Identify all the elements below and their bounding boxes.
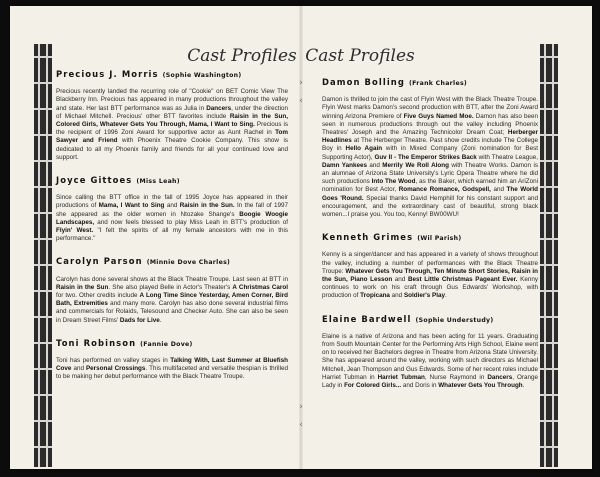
bio-text-run: and: [366, 161, 383, 169]
bio-text-run: Damon has also been seen in numerous productions through out the valley including Phoenix Theatres' Joseph and the Amazing Technicolor Dream Coat;: [322, 112, 539, 137]
cast-profile: [56, 257, 288, 324]
cast-name: Kenneth Grimes: [322, 232, 414, 243]
bio-text-run: .: [522, 382, 525, 390]
bio-title-run: Dads for Live: [119, 316, 160, 324]
cast-role: (Wil Parish): [417, 235, 462, 243]
cast-name-heading: [322, 315, 538, 325]
cast-profile: [322, 233, 538, 300]
cast-role: (Miss Leah): [136, 178, 180, 186]
cast-name: Joyce Gittoes: [56, 175, 133, 186]
bio-text-run: Precious recently landed the recurring role of "Cookie" on BET Comic View The Blackberry Inn. Precious has appeared in many productions throughout the valley and state. Her last BTT performance was as Julia in: [56, 88, 288, 112]
left-page-column: [56, 70, 288, 396]
cast-role: (Sophie Understudy): [415, 316, 494, 324]
bio-text-run: Carolyn has done several shows at the Black Theatre Troupe. Last seen at BTT in: [56, 275, 288, 283]
bio-title-run: Flyin' West.: [56, 227, 94, 235]
bio-title-run: For Colored Girls...: [344, 382, 402, 390]
cast-bio: [56, 88, 288, 162]
cast-bio: [322, 96, 538, 219]
bio-text-run: . This multifaceted and versatile thespian is thrilled to be making her debut performance with the Black Theatre Troupe.: [56, 365, 288, 381]
cast-profile: [322, 315, 538, 391]
bio-text-run: .: [444, 292, 447, 300]
bio-title-run: Into The Wood: [371, 178, 416, 186]
bio-title-run: Raisin in the Sun: [56, 283, 109, 291]
cast-name: Toni Robinson: [56, 337, 137, 348]
bio-title-run: Dancers: [206, 104, 232, 112]
bio-title-run: Merrily We Roll Along: [382, 161, 449, 169]
cast-role: (Fannie Dove): [140, 340, 193, 348]
cast-role: (Minnie Dove Charles): [146, 259, 231, 267]
cast-name-heading: [56, 70, 288, 80]
bio-text-run: and: [490, 186, 507, 194]
cast-name: Carolyn Parson: [56, 256, 143, 267]
bio-text-run: and: [71, 365, 86, 373]
bio-title-run: Talking With, Last Summer at Bluefish Cove: [56, 357, 288, 373]
cast-profile: [56, 176, 288, 243]
bio-title-run: Whatever Gets You Through: [438, 382, 523, 390]
bio-text-run: with Phoenix Theatre Cookie Company. This show is dedicated to all my Phoenix family and friends for all your continued love and support.: [56, 137, 288, 161]
cast-name-heading: [56, 257, 288, 267]
bio-text-run: Kenny is a singer/dancer and has appeared in a variety of shows throughout the valley, including a number of performances with the Black Theatre Troupe:: [322, 251, 538, 275]
bio-title-run: Tom Sawyer and Friend: [56, 129, 288, 145]
cast-bio: [322, 251, 538, 300]
bio-title-run: Mama, I Want to Sing: [98, 202, 165, 210]
staple-top-2: ‹: [299, 96, 303, 106]
cast-name: Elaine Bardwell: [322, 313, 412, 324]
cast-role: (Frank Charles): [409, 80, 468, 87]
left-page-title: Cast Profiles: [187, 46, 297, 66]
program-spread: [10, 6, 592, 469]
bio-text-run: In the fall of 1997 she appeared as the older women in Ntozake Shange's: [56, 202, 288, 218]
right-decorative-border: [540, 44, 558, 467]
staple-bottom: ›: [299, 402, 303, 412]
bio-title-run: Raisin in the Sun.: [179, 202, 235, 210]
cast-profile: [56, 70, 288, 162]
cast-name-heading: [56, 176, 288, 186]
bio-text-run: Since calling the BTT office in the fall of 1995 Joyce has appeared in their productions of: [56, 194, 288, 210]
bio-text-run: Toni has performed on valley stages in: [56, 357, 171, 365]
cast-bio: [56, 357, 288, 382]
left-decorative-border: [34, 44, 52, 467]
cast-name-heading: [322, 78, 538, 88]
right-page-column: [322, 78, 538, 404]
bio-title-run: Harriet Tubman: [377, 373, 425, 381]
bio-text-run: and many more. Carolyn has also done several industrial films and commercials for Rolaids, Telesound and Checker Auto. She can also be seen in Dream Street Films': [56, 300, 288, 324]
bio-title-run: Herberger Headlines: [322, 129, 538, 145]
bio-title-run: A Christmas Carol: [232, 283, 288, 291]
bio-title-run: Five Guys Named Moe.: [403, 112, 474, 120]
cast-profile: [322, 78, 538, 219]
bio-text-run: Damon is thrilled to join the cast of Flyin West with the Black Theatre Troupe. Flyin West marks Damon's second production with BTT, after the Zoni Award winning Arizona Premiere of: [322, 96, 538, 120]
bio-title-run: Boogie Woogie Landscapes,: [56, 210, 288, 226]
bio-title-run: Raisin in the Sun, Colored Girls, Whatever Gets You Through, Mama, I Want to Sing.: [56, 112, 288, 129]
bio-title-run: Tropicana: [360, 292, 390, 300]
bio-text-run: with Theatre League,: [476, 153, 538, 161]
bio-text-run: at The Herberger Theatre. Past show credits include The College Boy in: [322, 137, 538, 153]
center-fold: [299, 6, 303, 469]
bio-title-run: Guv II - The Emperor Strikes Back: [374, 153, 477, 161]
bio-title-run: Whatever Gets You Through, Ten Minute Short Stories, Raisin in the Sun, Piano Lesson: [322, 267, 538, 284]
bio-text-run: and: [164, 202, 180, 210]
bio-title-run: Dancers: [487, 373, 513, 381]
staple-top: ›: [299, 78, 303, 88]
bio-title-run: Soldier's Play: [403, 292, 445, 300]
bio-text-run: . She also played Belle in Actor's Theater's: [108, 283, 233, 291]
bio-text-run: , under the direction of Michael Mitchell. Precious' other BTT favorites include: [56, 104, 288, 120]
cast-role: (Sophie Washington): [162, 72, 242, 79]
bio-title-run: The World Goes 'Round.: [322, 186, 538, 202]
bio-text-run: with in Mixed Company (Zoni nomination for Best Supporting Actor),: [322, 145, 538, 161]
bio-title-run: Damn Yankees: [322, 161, 367, 169]
cast-name-heading: [322, 233, 538, 243]
bio-text-run: Kenny continues to work on his craft through Gus Edwards' Workshop, with production of: [322, 276, 538, 300]
cast-bio: [322, 333, 538, 390]
bio-text-run: .: [159, 316, 162, 324]
bio-title-run: Romance Romance, Godspell,: [398, 186, 491, 194]
bio-text-run: Precious is the recipient of 1996 Zoni Award for supportive actor as Aunt Rachel in: [56, 121, 289, 137]
cast-bio: [56, 194, 288, 243]
cast-name: Damon Bolling: [322, 77, 405, 87]
bio-title-run: A Long Time Since Yesterday, Amen Corner, Bird Bath, Extremities: [56, 292, 288, 308]
bio-text-run: , Orange Lady in: [322, 373, 538, 390]
cast-name: Precious J. Morris: [56, 69, 159, 79]
bio-text-run: and Doris in: [401, 382, 439, 390]
bio-title-run: Personal Crossings: [85, 365, 146, 373]
bio-title-run: Hello Again: [345, 145, 383, 153]
bio-title-run: Best Little Christmas Pageant Ever.: [407, 276, 518, 284]
staple-bottom-2: ‹: [299, 420, 303, 430]
bio-text-run: for two. Other credits include: [56, 292, 140, 300]
bio-text-run: and: [389, 292, 404, 300]
bio-text-run: , as the Baker, which earned him an AriZoni nomination for Best Actor,: [322, 178, 538, 194]
bio-text-run: Elaine is a native of Arizona and has been acting for 11 years. Graduating from South Mountain Center for the Performing Arts High School, Elaine went on to received her Bachelors degree in Theatre from Arizona State University. She has appeared around the valley, working with such directors as Michael Mitchell, Jean Thompson and Gus Edwards. Some of her recent roles include Harriet Tubman in: [322, 332, 538, 381]
right-page-title: Cast Profiles: [305, 46, 415, 66]
bio-text-run: Special thanks David Hemphill for his constant support and encouragement, and the extraordinary cast of beautiful, strong black women...I praise you. You too, Kenny! BW00WU!: [322, 194, 538, 219]
cast-bio: [56, 276, 288, 325]
bio-text-run: and now feels blessed to play Miss Leah in BTT's production of: [94, 218, 288, 226]
bio-text-run: and: [392, 276, 408, 284]
bio-text-run: , Nurse Raymond in: [424, 373, 488, 381]
bio-text-run: "I felt the spirits of all my female ancestors with me in this performance.": [56, 227, 288, 243]
cast-profile: [56, 339, 288, 382]
bio-text-run: with Theatre Works. Damon is an alumnae of Arizona State University's Lyric Opera Theatre where he did such productions: [322, 161, 538, 186]
cast-name-heading: [56, 339, 288, 349]
